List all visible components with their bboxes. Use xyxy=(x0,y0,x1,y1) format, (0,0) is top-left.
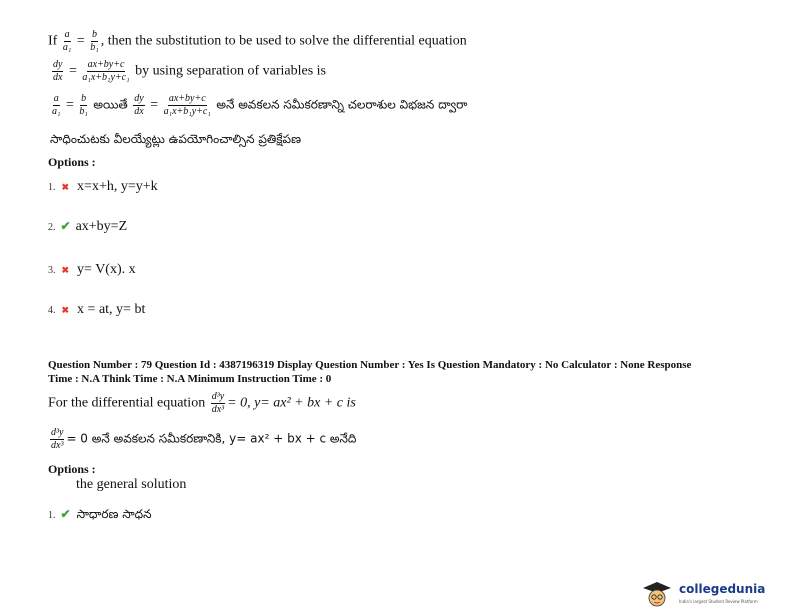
option-text: సాధారణ సాధన xyxy=(76,507,152,521)
q78-line2 xyxy=(50,60,326,83)
cross-icon: ✖ xyxy=(61,265,70,275)
fraction-b-over-b1-te: $\frac{b}{\text{b₁}}$ xyxy=(79,93,88,117)
q79-en-prefix: For the differential equation xyxy=(48,395,206,411)
cross-icon: ✖ xyxy=(61,305,70,315)
fraction-rhs: $\frac{ax+by+c}{\text{a₁x+b₁y+c₁}}$ xyxy=(82,59,130,83)
q78-options-label: Options : xyxy=(48,155,96,169)
fraction-d3y-dx3: $\frac{\text{d³y}}{\text{dx³}}$ xyxy=(211,391,225,415)
q78-line2-text: by using separation of variables is xyxy=(135,63,327,79)
q78-telugu-line1 xyxy=(50,94,467,117)
q79-english-line xyxy=(48,392,356,415)
telugu-line1-text: అనే అవకలన సమీకరణాన్ని చలరాశుల విభజన ద్వారా xyxy=(216,97,468,112)
q78-telugu-line2: సాధించుటకు వీలయ్యేట్లు ఉపయోగించాల్సిన ప్రతిక్షేపణ xyxy=(50,132,302,146)
check-icon: ✔ xyxy=(60,507,71,521)
option-row: 1. ✔ సాధారణ సాధన xyxy=(48,507,152,521)
check-icon: ✔ xyxy=(60,219,71,233)
fraction-dy-dx-te: $\frac{dy}{dx}$ xyxy=(134,93,144,117)
option-row: 1. ✖ x=x+h, y=y+k xyxy=(48,179,158,194)
option-text: x=x+h, y=y+k xyxy=(77,179,158,194)
q79-option-english: the general solution xyxy=(76,477,187,492)
equals-sign: = xyxy=(65,97,74,113)
q79-telugu-text: = 0 అనే అవకలన సమీకరణానికి, y= ax² + bx + c అనేది xyxy=(66,431,357,446)
q78-line1 xyxy=(48,30,467,53)
q79-meta-line2: Time : N.A Think Time : N.A Minimum Instruction Time : 0 xyxy=(48,373,332,385)
equals-sign: = xyxy=(150,97,159,113)
equals-sign: = xyxy=(68,63,77,79)
fraction-a-over-a1: $\frac{a}{\text{a₁}}$ xyxy=(62,29,72,53)
fraction-rhs-te: $\frac{ax+by+c}{\text{a₁x+b₁y+c₁}}$ xyxy=(163,93,211,117)
q79-meta-line1: Question Number : 79 Question Id : 4387196319 Display Question Number : Yes Is Question Mandatory : No Calculator : None Response xyxy=(48,359,692,371)
q79-options-label: Options : xyxy=(48,462,96,476)
option-row: 3. ✖ y= V(x). x xyxy=(48,262,136,277)
if-word: If xyxy=(48,33,58,49)
fraction-dy-dx: $\frac{dy}{dx}$ xyxy=(53,59,63,83)
telugu-if-word: అయితే xyxy=(93,97,128,112)
option-row: 4. ✖ x = at, y= bt xyxy=(48,302,146,317)
fraction-a-over-a1-te: $\frac{a}{\text{a₁}}$ xyxy=(52,93,61,117)
graduate-mascot-icon xyxy=(640,580,674,608)
q79-telugu-line xyxy=(48,428,356,451)
option-text: ax+by=Z xyxy=(75,219,128,234)
q79-en-suffix: = 0, y= ax² + bx + c is xyxy=(227,395,356,411)
cross-icon: ✖ xyxy=(61,182,70,192)
fraction-d3y-dx3-te: $\frac{\text{d³y}}{\text{dx³}}$ xyxy=(51,427,64,451)
option-text: y= V(x). x xyxy=(77,262,136,277)
option-row: 2. ✔ ax+by=Z xyxy=(48,219,128,234)
q78-line1-text: , then the substitution to be used to solve the differential equation xyxy=(100,33,467,49)
brand-tagline: India's largest Student Review Platform xyxy=(679,599,758,604)
equals-sign: = xyxy=(76,33,85,49)
fraction-b-over-b1: $\frac{b}{\text{b₁}}$ xyxy=(90,29,99,53)
brand-logo-text: collegedunia xyxy=(679,582,766,596)
option-text: x = at, y= bt xyxy=(77,302,146,317)
